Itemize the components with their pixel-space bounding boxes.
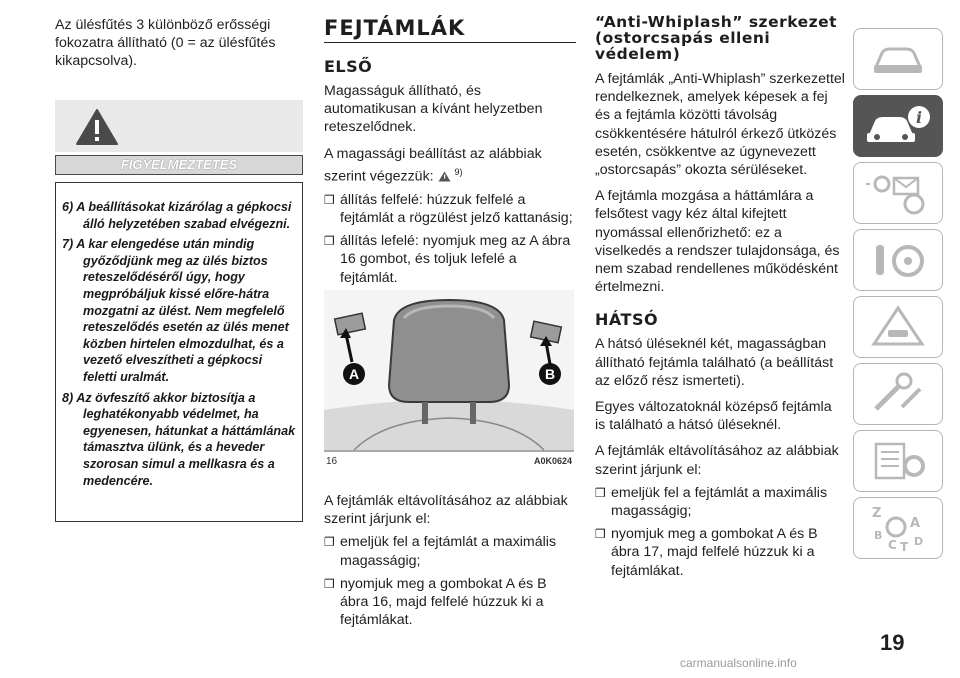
- paragraph: A hátsó üléseknél két, magasságban állítható fejtámla található (a beállítást az előző rész ismerteti).: [595, 336, 834, 389]
- paragraph: A fejtámlák eltávolításához az alábbiak szerint járjunk el:: [595, 443, 839, 478]
- paragraph: A magassági beállítást az alábbiak szerint végezzük: $^{9)}$: [324, 145, 542, 185]
- watermark: carmanualsonline.info: [680, 656, 797, 670]
- subheading-front: ELSŐ: [324, 57, 373, 76]
- svg-text:A: A: [910, 516, 921, 531]
- svg-text:B: B: [874, 529, 883, 542]
- figure-code: A0K0624: [533, 456, 572, 466]
- list-item: ❒ nyomjuk meg a gombokat A és B ábra 17, majd felfelé húzzuk ki a fejtámlákat.: [595, 526, 818, 579]
- alphabet-index-icon: [866, 503, 930, 553]
- list-item: ❒ állítás felfelé: húzzuk felfelé a fejtámlát a rögzülést jelző kattanásig;: [324, 191, 573, 226]
- paragraph: A fejtámlák „Anti-Whiplash” szerkezettel rendelkeznek, amelyek képesek a fej és a fejtámla közötti távolság csökkentésére hátulról érkező ütközés esetén, csökkentve az úgynevezett „ostorcsapás” okozta sérüléseket.: [595, 71, 845, 179]
- key-steering-icon: [866, 237, 930, 283]
- warning-item: 7) A kar elengedése után mindig győződjünk meg az ülés biztos reteszelődéséről úgy, hogy megpróbáljuk kissé előre-hátra mozgatni az ülést. Nem megfelelő reteszelődés esetén az ülés menet közben hirtelen elmozdulhat, és a vezető elveszítheti a gépkocsi feletti uralmát.: [62, 237, 289, 384]
- paragraph: Magasságuk állítható, és automatikusan a kívánt helyzetben reteszelődnek.: [324, 83, 543, 136]
- tab-maintenance[interactable]: [853, 430, 943, 492]
- bullet-list: [595, 484, 845, 580]
- label-a: A: [348, 366, 360, 382]
- tools-icon: [866, 371, 930, 417]
- svg-text:C: C: [888, 538, 897, 552]
- column-2: [324, 16, 576, 292]
- svg-text:Z: Z: [872, 506, 882, 521]
- figure-number: 16: [326, 456, 338, 467]
- tab-alphabet-index[interactable]: [853, 497, 943, 559]
- intro-paragraph: Az ülésfűtés 3 különböző erősségi fokozatra állítható (0 = az ülésfűtés kikapcsolva).: [55, 17, 276, 70]
- warning-small-icon: [438, 171, 451, 182]
- page-number: 19: [880, 630, 905, 655]
- paragraph: Egyes változatoknál középső fejtámla is található a hátsó üléseknél.: [595, 399, 832, 434]
- section-heading: FEJTÁMLÁK: [324, 16, 576, 43]
- bullet-list: [324, 191, 576, 287]
- warning-triangle-icon: [75, 108, 119, 146]
- list-item: ❒ emeljük fel a fejtámlát a maximális magasságig;: [595, 484, 828, 520]
- tab-dashboard[interactable]: [853, 28, 943, 90]
- list-item: ❒ állítás lefelé: nyomjuk meg az A ábra 16 gombot, és toljuk lefelé a fejtámlát.: [324, 233, 571, 286]
- subheading-rear: HÁTSÓ: [595, 310, 659, 330]
- antiwhiplash-heading: “Anti-Whiplash” szerkezet (ostorcsapás elleni védelem): [595, 13, 838, 63]
- warning-box: [55, 182, 303, 522]
- list-item: ❒ emeljük fel a fejtámlát a maximális magasságig;: [324, 534, 557, 569]
- warning-item: 6) A beállításokat kizárólag a gépkocsi álló helyzetében szabad elvégezni.: [62, 200, 292, 231]
- column-1: [55, 0, 305, 71]
- headrest-figure: [324, 290, 574, 476]
- svg-text:i: i: [915, 108, 923, 127]
- label-b: B: [544, 366, 556, 382]
- warning-icon-box: [55, 100, 303, 152]
- headrest-illustration: [324, 290, 574, 476]
- tab-warning-car[interactable]: [853, 296, 943, 358]
- car-info-icon: [863, 103, 933, 149]
- column-2-bottom: [324, 492, 576, 634]
- lights-airbag-icon: [866, 170, 930, 216]
- svg-text:D: D: [914, 535, 924, 548]
- paragraph: A fejtámla mozgása a háttámlára a felsőtest vagy kéz által kifejtett nyomással ellenőrizhető: ez a viselkedés a rendszer tulajdonsága, és nem szabad rendellenes működésként értelmezni.: [595, 188, 840, 296]
- column-3: [595, 14, 845, 585]
- chapter-tabs: [853, 28, 947, 564]
- warning-item: 8) Az övfeszítő akkor biztosítja a leghatékonyabb védelmet, ha egyenesen, hátunkat a háttámlának támasztva ülünk, és a heveder szorosan simul a mellkasra és a medencére.: [62, 390, 296, 488]
- bullet-list: [324, 533, 576, 629]
- tab-tools[interactable]: [853, 363, 943, 425]
- warning-title: FIGYELMEZTETÉS: [55, 155, 303, 175]
- warning-car-icon: [866, 304, 930, 350]
- tab-lights-airbag[interactable]: [853, 162, 943, 224]
- tab-key-steering[interactable]: [853, 229, 943, 291]
- paragraph: A fejtámlák eltávolításához az alábbiak szerint járjunk el:: [324, 493, 568, 528]
- tab-car-info[interactable]: [853, 95, 943, 157]
- list-item: ❒ nyomjuk meg a gombokat A és B ábra 16, majd felfelé húzzuk ki a fejtámlákat.: [324, 575, 547, 629]
- maintenance-list-icon: [866, 438, 930, 484]
- svg-text:T: T: [900, 540, 909, 553]
- car-dashboard-icon: [868, 39, 928, 79]
